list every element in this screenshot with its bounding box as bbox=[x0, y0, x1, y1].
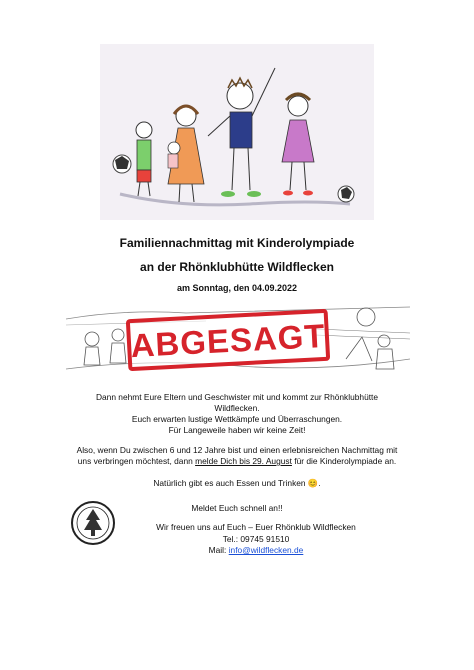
registration-paragraph bbox=[30, 445, 444, 467]
intro-line: Wildflecken. bbox=[214, 403, 260, 413]
event-date: am Sonntag, den 04.09.2022 bbox=[176, 283, 298, 293]
signature-line: Wir freuen uns auf Euch – Euer Rhönklub Wildflecken bbox=[156, 522, 356, 532]
cancelled-stamp bbox=[126, 309, 330, 372]
mail-line bbox=[106, 545, 406, 556]
food-note: Natürlich gibt es auch Essen und Trinken 😊. bbox=[153, 478, 321, 488]
registration-deadline: melde Dich bis 29. August bbox=[195, 456, 292, 466]
mail-link[interactable]: info@wildflecken.de bbox=[228, 545, 304, 555]
event-title-line1: Familiennachmittag mit Kinderolympiade bbox=[119, 236, 355, 250]
registration-text: uns verbringen möchtest, dann bbox=[77, 456, 196, 466]
registration-text: für die Kinderolympiade an. bbox=[291, 456, 397, 466]
registration-line: Also, wenn Du zwischen 6 und 12 Jahre bist und einen erlebnisreichen Nachmittag mit bbox=[76, 445, 398, 455]
signup-call: Meldet Euch schnell an!! bbox=[191, 503, 283, 513]
registration-line bbox=[30, 456, 444, 467]
phone-line: Tel.: 09745 91510 bbox=[222, 534, 290, 544]
event-title-line2: an der Rhönklubhütte Wildflecken bbox=[140, 260, 334, 274]
intro-line: Dann nehmt Eure Eltern und Geschwister mit und kommt zur Rhönklubhütte bbox=[95, 392, 379, 402]
intro-paragraph bbox=[30, 392, 444, 436]
intro-line: Euch erwarten lustige Wettkämpfe und Überraschungen. bbox=[131, 414, 343, 424]
cancelled-stamp-text: ABGESAGT bbox=[129, 316, 327, 364]
mail-label: Mail: bbox=[208, 545, 229, 555]
intro-line: Für Langeweile haben wir keine Zeit! bbox=[168, 425, 306, 435]
family-drawing bbox=[100, 44, 374, 220]
